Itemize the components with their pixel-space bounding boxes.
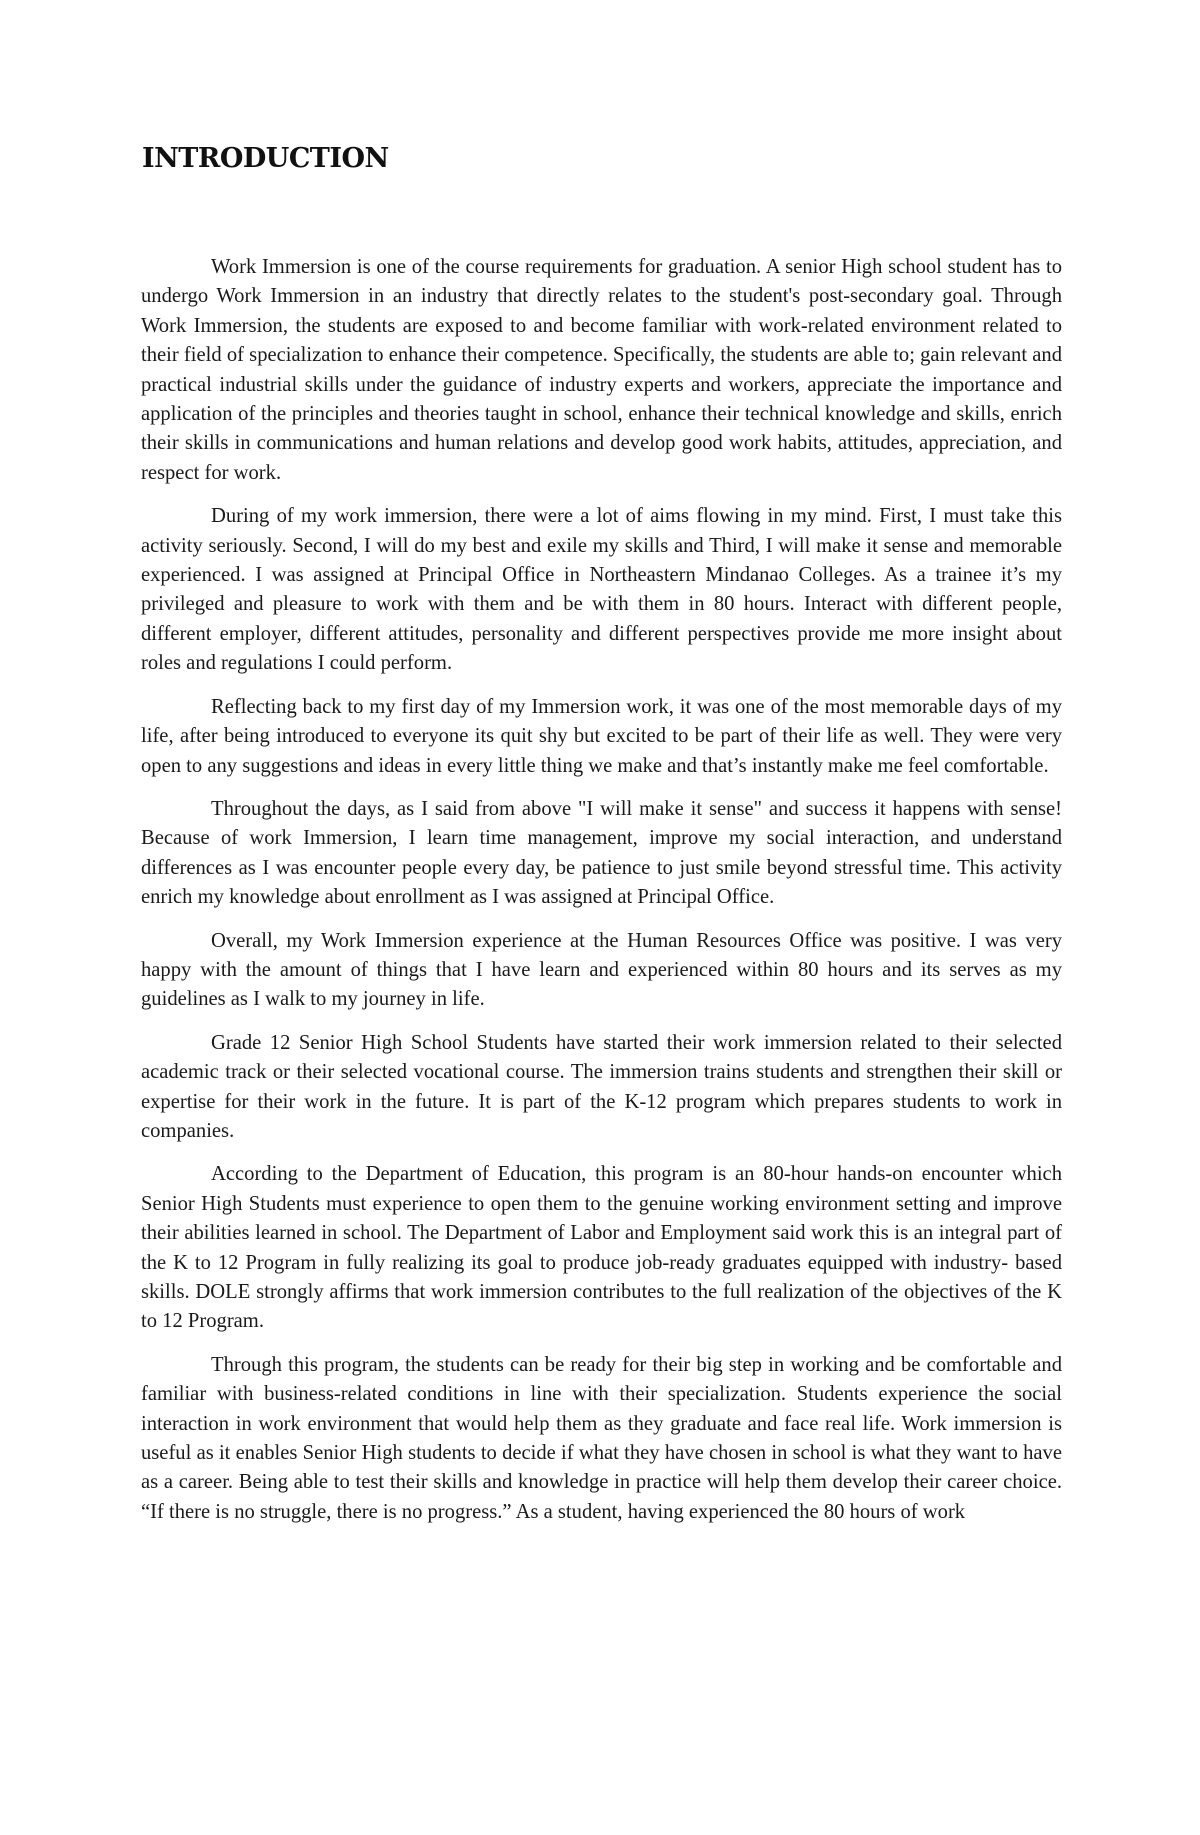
paragraph: According to the Department of Education, this program is an 80-hour hands-on encounter which Senior High Students must experience to open them to the genuine working environment setting and improve their abilities learned in school. The Department of Labor and Employment said work this is an integral part of the K to 12 Program in fully realizing its goal to produce job-ready graduates equipped with industry- based skills. DOLE strongly affirms that work immersion contributes to the full realization of the objectives of the K to 12 Program.: [141, 1163, 1062, 1333]
paragraph: Reflecting back to my first day of my Immersion work, it was one of the most memorable days of my life, after being introduced to everyone its quit shy but excited to be part of their life as well. They were very open to any suggestions and ideas in every little thing we make and that’s instantly make me feel comfortable.: [141, 695, 1062, 777]
paragraph: Through this program, the students can be ready for their big step in working and be comfortable and familiar with business-related conditions in line with their specialization. Students experience the social interaction in work environment that would help them as they graduate and face real life. Work immersion is useful as it enables Senior High students to decide if what they have chosen in school is what they want to have as a career. Being able to test their skills and knowledge in practice will help them develop their career choice. “If there is no struggle, there is no progress.” As a student, having experienced the 80 hours of work: [141, 1353, 1062, 1523]
paragraph: During of my work immersion, there were a lot of aims flowing in my mind. First, I must take this activity seriously. Second, I will do my best and exile my skills and Third, I will make it sense and memorable experienced. I was assigned at Principal Office in Northeastern Mindanao Colleges. As a trainee it’s my privileged and pleasure to work with them and be with them in 80 hours. Interact with different people, different employer, different attitudes, personality and different perspectives provide me more insight about roles and regulations I could perform.: [141, 505, 1062, 675]
paragraph: Work Immersion is one of the course requirements for graduation. A senior High school student has to undergo Work Immersion in an industry that directly relates to the student's post-secondary goal. Through Work Immersion, the students are exposed to and become familiar with work-related environment related to their field of specialization to enhance their competence. Specifically, the students are able to; gain relevant and practical industrial skills under the guidance of industry experts and workers, appreciate the importance and application of the principles and theories taught in school, enhance their technical knowledge and skills, enrich their skills in communications and human relations and develop good work habits, attitudes, appreciation, and respect for work.: [141, 256, 1062, 484]
body-text: [141, 253, 1062, 1527]
section-heading: INTRODUCTION: [142, 143, 389, 174]
paragraph: Grade 12 Senior High School Students have started their work immersion related to their selected academic track or their selected vocational course. The immersion trains students and strengthen their skill or expertise for their work in the future. It is part of the K-12 program which prepares students to work in companies.: [141, 1031, 1062, 1142]
paragraph: Throughout the days, as I said from above "I will make it sense" and success it happens with sense! Because of work Immersion, I learn time management, improve my social interaction, and understand differences as I was encounter people every day, be patience to just smile beyond stressful time. This activity enrich my knowledge about enrollment as I was assigned at Principal Office.: [141, 797, 1062, 909]
paragraph: Overall, my Work Immersion experience at the Human Resources Office was positive. I was very happy with the amount of things that I have learn and experienced within 80 hours and its serves as my guidelines as I walk to my journey in life.: [141, 929, 1062, 1011]
